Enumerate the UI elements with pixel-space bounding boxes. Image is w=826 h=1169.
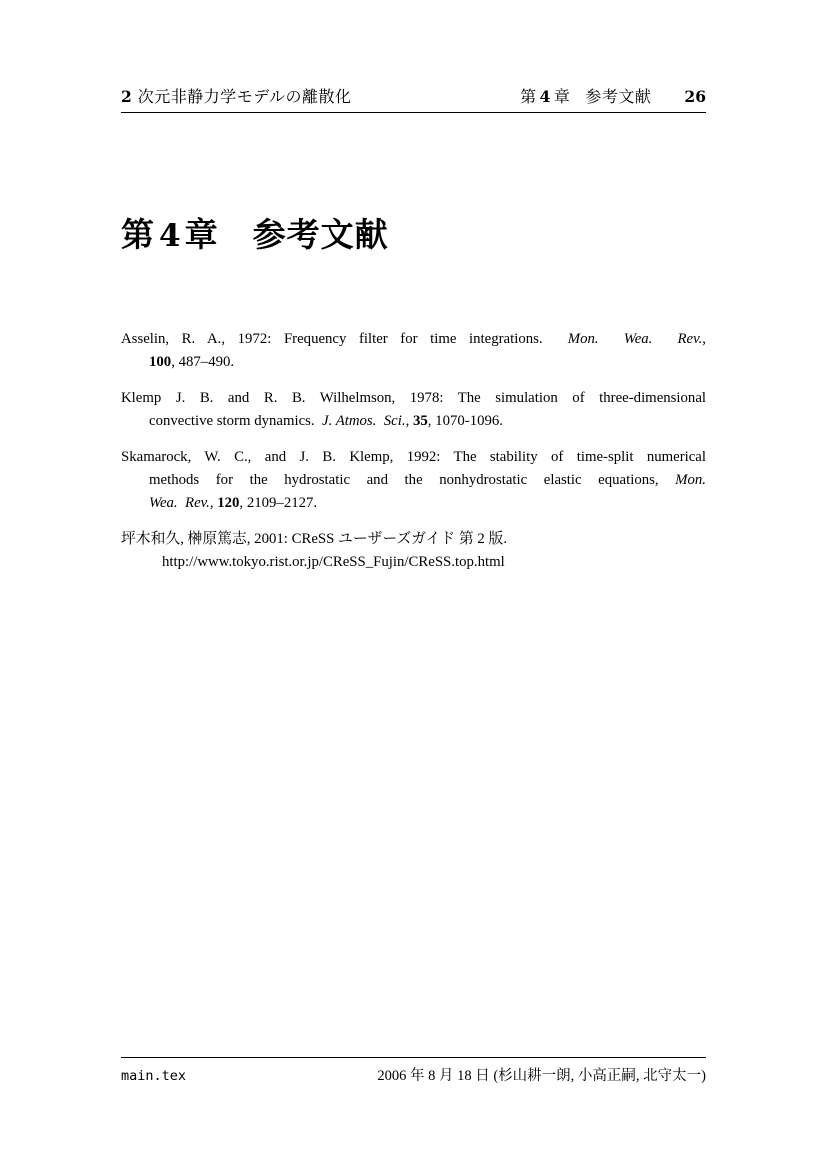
header-section-title: 次元非静力学モデルの離散化 (137, 87, 352, 106)
reference-entry (121, 387, 706, 433)
header-section-number: 2 (121, 87, 132, 106)
reference-line: methods for the hydrostatic and the nonhydrostatic elastic equations, Mon. (149, 472, 706, 488)
reference-line: 100, 487–490. (149, 354, 235, 370)
footer-filename: main.tex (121, 1068, 187, 1084)
header-section (121, 84, 352, 107)
header-rule (121, 112, 706, 113)
reference-line: Asselin, R. A., 1972: Frequency filter for time integrations. Mon. Wea. Rev., (121, 331, 706, 347)
reference-line: convective storm dynamics. J. Atmos. Sci., 35, 1070-1096. (149, 413, 503, 429)
page-footer (121, 1064, 706, 1085)
reference-line: http://www.tokyo.rist.or.jp/CReSS_Fujin/CReSS.top.html (162, 554, 505, 570)
reference-entry (121, 528, 706, 574)
reference-entry (121, 446, 706, 515)
reference-line: Klemp J. B. and R. B. Wilhelmson, 1978: The simulation of three-dimensional (121, 390, 706, 406)
references (121, 328, 706, 587)
header-page-number: 26 (684, 87, 706, 106)
header-chapter-number: 4 (539, 87, 551, 106)
reference-line: Wea. Rev., 120, 2109–2127. (149, 495, 318, 511)
chapter-title-text: 参考文献 (252, 215, 389, 254)
chapter-title-suffix: 章 (184, 215, 219, 254)
footer-date: 2006 年 8 月 18 日 (杉山耕一朗, 小高正嗣, 北守太一) (377, 1068, 706, 1084)
reference-entry (121, 328, 706, 374)
chapter-title-prefix: 第 (121, 215, 155, 254)
header-chapter-title: 参考文献 (585, 87, 652, 106)
header-chapter-label (520, 84, 570, 107)
reference-line: 坪木和久, 榊原篤志, 2001: CReSS ユーザーズガイド 第 2 版. (121, 531, 508, 547)
chapter-title-number: 4 (159, 218, 181, 254)
header-chapter-prefix: 第 (520, 87, 537, 106)
header-chapter-suffix: 章 (553, 87, 571, 106)
chapter-title (121, 209, 389, 256)
page-header (121, 84, 706, 107)
reference-line: Skamarock, W. C., and J. B. Klemp, 1992: The stability of time-split numerical (121, 449, 706, 465)
header-chapter (520, 84, 706, 107)
footer-rule (121, 1057, 706, 1058)
